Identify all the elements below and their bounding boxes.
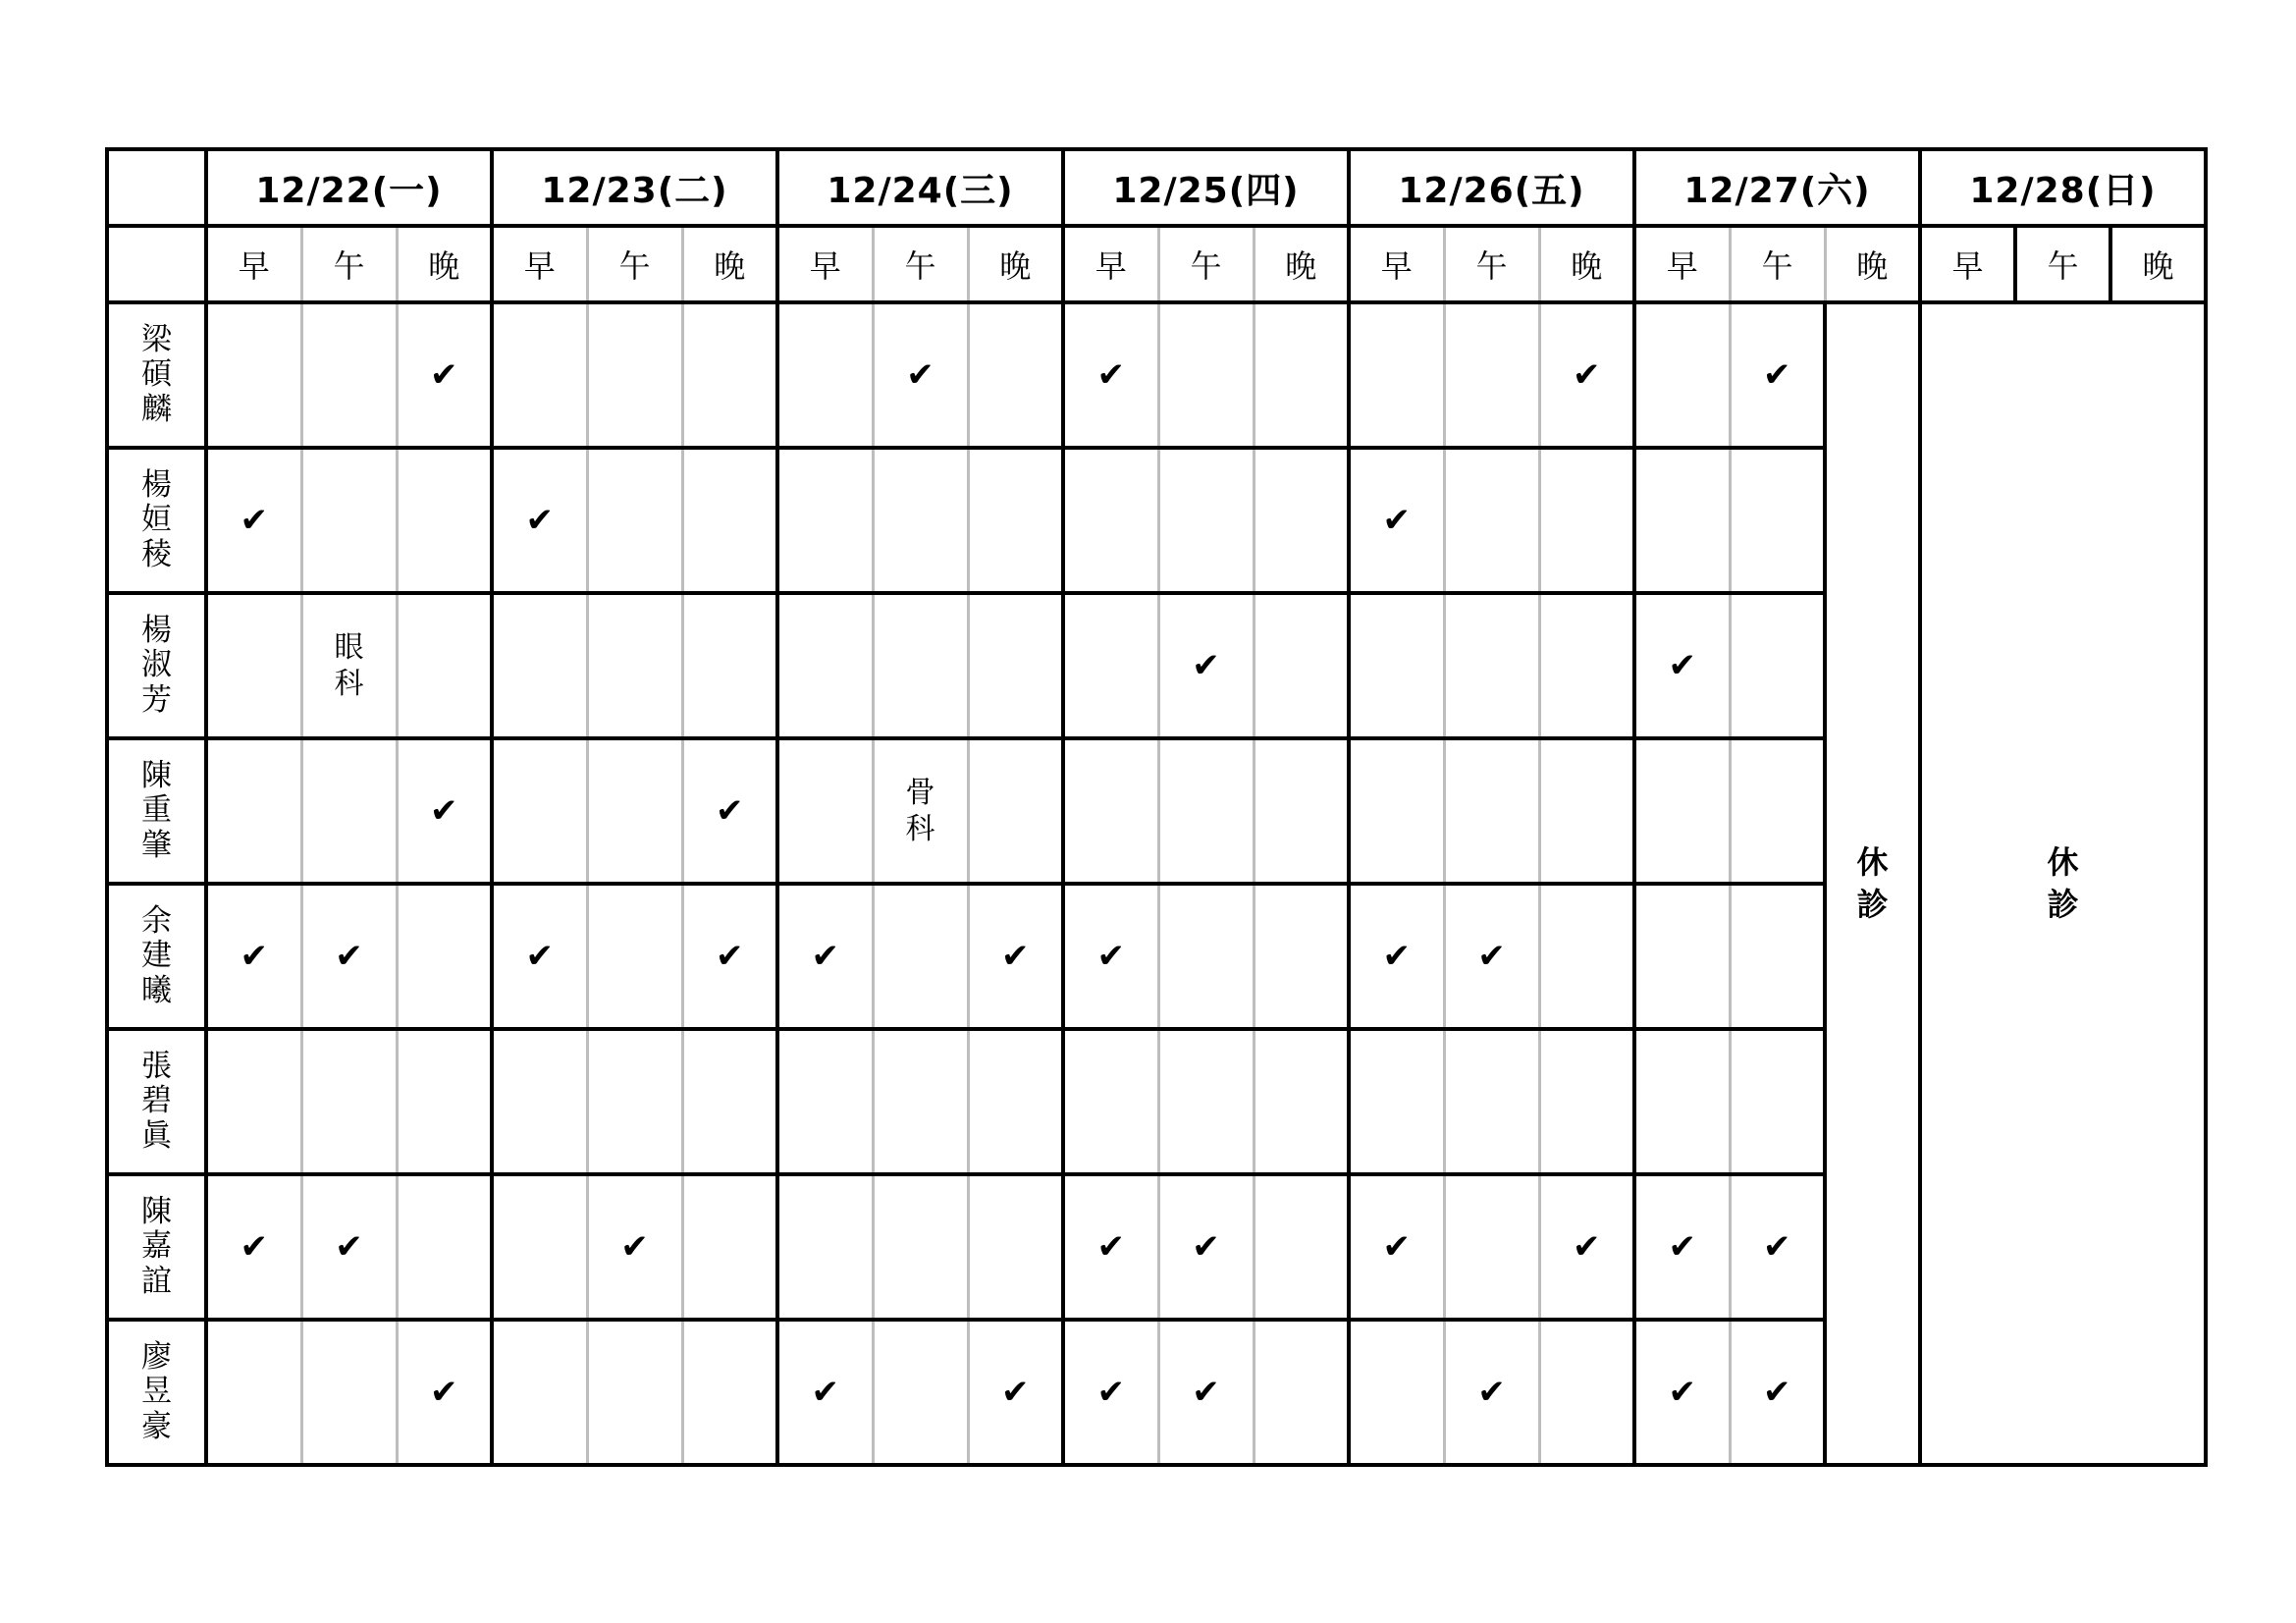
check-mark-icon: ✔ [1096,937,1125,976]
schedule-cell [397,448,492,593]
schedule-cell [968,1320,1063,1465]
doctor-name-cell [107,738,206,884]
schedule-cell [1444,448,1539,593]
schedule-cell [1539,448,1634,593]
schedule-cell [492,1174,587,1320]
schedule-cell [1063,884,1158,1029]
doctor-name-cell [107,1320,206,1465]
schedule-cell [397,1320,492,1465]
schedule-cell [682,302,777,448]
check-mark-icon: ✔ [811,1373,839,1412]
slot-header-cell: 晚 [397,226,492,302]
schedule-cell [1158,1029,1254,1174]
doctor-name: 余建曦 [141,902,172,1008]
schedule-cell [1634,884,1730,1029]
doctor-name-cell [107,448,206,593]
schedule-cell [777,448,873,593]
slot-corner-cell [107,226,206,302]
schedule-cell [1158,593,1254,738]
schedule-cell [301,593,397,738]
check-mark-icon: ✔ [1096,1373,1125,1412]
schedule-cell [1349,738,1444,884]
schedule-cell [873,738,968,884]
schedule-cell [1158,302,1254,448]
doctor-name-cell [107,1029,206,1174]
slot-header-cell: 午 [1158,226,1254,302]
slot-header-cell: 早 [492,226,587,302]
check-mark-icon: ✔ [1096,1227,1125,1267]
schedule-cell [1634,448,1730,593]
schedule-cell [873,448,968,593]
slot-header-cell: 午 [1444,226,1539,302]
schedule-cell [206,593,301,738]
check-mark-icon: ✔ [1192,1373,1220,1412]
check-mark-icon: ✔ [716,791,744,831]
date-header-cell: 12/23(二) [492,149,777,226]
schedule-cell [968,593,1063,738]
schedule-cell [682,448,777,593]
check-mark-icon: ✔ [1668,1227,1696,1267]
schedule-cell [397,1174,492,1320]
schedule-cell [1730,1174,1825,1320]
schedule-cell [1539,884,1634,1029]
schedule-cell [1349,884,1444,1029]
doctor-name-cell [107,1174,206,1320]
schedule-cell [206,302,301,448]
slot-header-cell: 早 [1349,226,1444,302]
schedule-cell [1158,448,1254,593]
schedule-cell [397,302,492,448]
schedule-cell [206,738,301,884]
date-header-cell: 12/26(五) [1349,149,1634,226]
date-header-cell: 12/24(三) [777,149,1063,226]
schedule-cell [301,448,397,593]
schedule-cell [492,302,587,448]
schedule-cell [301,738,397,884]
schedule-cell [1444,593,1539,738]
slot-header-cell: 午 [873,226,968,302]
schedule-cell [1730,1320,1825,1465]
slot-header-cell: 早 [777,226,873,302]
schedule-cell [1444,1029,1539,1174]
check-mark-icon: ✔ [240,501,268,540]
schedule-cell [777,884,873,1029]
slot-header-cell: 早 [1063,226,1158,302]
schedule-cell [682,884,777,1029]
schedule-cell [587,1029,682,1174]
schedule-cell [301,302,397,448]
schedule-cell [206,1320,301,1465]
schedule-cell [777,1029,873,1174]
check-mark-icon: ✔ [335,937,363,976]
schedule-cell [1063,448,1158,593]
check-mark-icon: ✔ [1192,646,1220,685]
schedule-cell [1634,738,1730,884]
slot-header-cell: 午 [301,226,397,302]
check-mark-icon: ✔ [430,791,458,831]
schedule-cell [492,1029,587,1174]
schedule-cell [1539,593,1634,738]
doctor-name: 楊姮稜 [141,466,172,572]
schedule-cell [1254,593,1349,738]
schedule-cell [1730,1029,1825,1174]
schedule-cell [1730,302,1825,448]
check-mark-icon: ✔ [1096,355,1125,395]
schedule-cell [777,302,873,448]
doctor-name: 楊淑芳 [141,612,172,718]
check-mark-icon: ✔ [430,1373,458,1412]
schedule-cell [1730,738,1825,884]
schedule-cell [1634,302,1730,448]
schedule-cell [1349,1174,1444,1320]
schedule-cell [1444,302,1539,448]
schedule-cell [1063,302,1158,448]
schedule-cell [968,884,1063,1029]
date-header-cell: 12/27(六) [1634,149,1920,226]
doctor-name: 廖昱豪 [141,1338,172,1444]
slot-header-cell: 午 [587,226,682,302]
department-note: 眼科 [334,629,364,701]
check-mark-icon: ✔ [525,937,554,976]
schedule-cell [1254,884,1349,1029]
slot-header-cell: 晚 [1254,226,1349,302]
doctor-name: 梁碩麟 [141,321,172,427]
schedule-cell [682,1174,777,1320]
schedule-cell [1349,1029,1444,1174]
schedule-cell [777,738,873,884]
check-mark-icon: ✔ [1001,1373,1030,1412]
schedule-cell [968,448,1063,593]
slot-header-cell: 早 [1920,226,2015,302]
schedule-cell [1063,593,1158,738]
schedule-cell [1063,1029,1158,1174]
clinic-schedule-table [105,147,2208,1467]
slot-header-cell: 晚 [682,226,777,302]
schedule-cell [1730,884,1825,1029]
check-mark-icon: ✔ [1382,501,1411,540]
schedule-cell [1349,593,1444,738]
schedule-cell [1349,448,1444,593]
schedule-cell [1254,1029,1349,1174]
schedule-cell [1158,884,1254,1029]
schedule-cell [1158,1174,1254,1320]
slot-header-cell: 午 [1730,226,1825,302]
schedule-cell [1158,738,1254,884]
schedule-cell [682,1029,777,1174]
doctor-name-cell [107,593,206,738]
check-mark-icon: ✔ [1382,1227,1411,1267]
check-mark-icon: ✔ [1763,355,1791,395]
schedule-cell [1063,1320,1158,1465]
schedule-cell [1254,1320,1349,1465]
doctor-name: 陳嘉誼 [141,1193,172,1299]
schedule-cell [397,593,492,738]
check-mark-icon: ✔ [1763,1227,1791,1267]
schedule-cell [968,1029,1063,1174]
schedule-cell [873,1320,968,1465]
schedule-cell [397,1029,492,1174]
check-mark-icon: ✔ [1573,1227,1601,1267]
schedule-cell [1254,302,1349,448]
schedule-cell [492,738,587,884]
date-header-cell: 12/22(一) [206,149,492,226]
schedule-cell [1634,1174,1730,1320]
header-corner-cell [107,149,206,226]
schedule-cell [1254,738,1349,884]
check-mark-icon: ✔ [1668,1373,1696,1412]
schedule-cell [587,884,682,1029]
schedule-cell [873,1174,968,1320]
date-header-row [107,149,2206,226]
slot-header-cell: 早 [1634,226,1730,302]
schedule-cell [682,593,777,738]
schedule-cell [873,1029,968,1174]
slot-header-row [107,226,2206,302]
schedule-cell [587,302,682,448]
schedule-cell [492,1320,587,1465]
schedule-cell [206,1029,301,1174]
schedule-cell [587,1320,682,1465]
schedule-cell [301,1174,397,1320]
schedule-cell [1539,1029,1634,1174]
schedule-cell [1634,1320,1730,1465]
closed-label: 休診 [1856,842,1889,923]
schedule-cell [587,1174,682,1320]
schedule-cell [301,884,397,1029]
schedule-cell [1254,1174,1349,1320]
schedule-cell [1539,1320,1634,1465]
schedule-cell [1634,1029,1730,1174]
schedule-cell [1730,448,1825,593]
slot-header-cell: 晚 [2110,226,2206,302]
check-mark-icon: ✔ [1573,355,1601,395]
check-mark-icon: ✔ [335,1227,363,1267]
check-mark-icon: ✔ [620,1227,649,1267]
schedule-cell [873,884,968,1029]
schedule-cell [968,302,1063,448]
slot-header-cell: 早 [206,226,301,302]
schedule-cell [682,1320,777,1465]
doctor-row [107,302,2206,448]
schedule-cell [587,448,682,593]
schedule-cell [1444,1174,1539,1320]
schedule-cell [1063,1174,1158,1320]
schedule-cell [1444,1320,1539,1465]
schedule-cell [968,1174,1063,1320]
doctor-name: 陳重肇 [141,757,172,863]
saturday-evening-closed-cell [1825,302,1920,1465]
schedule-cell [492,448,587,593]
schedule-cell [587,738,682,884]
schedule-cell [777,593,873,738]
schedule-cell [301,1029,397,1174]
check-mark-icon: ✔ [906,355,934,395]
schedule-cell [397,884,492,1029]
schedule-cell [682,738,777,884]
doctor-name-cell [107,302,206,448]
check-mark-icon: ✔ [1763,1373,1791,1412]
schedule-cell [1444,884,1539,1029]
closed-label: 休診 [2047,842,2079,923]
schedule-cell [1444,738,1539,884]
schedule-cell [1539,302,1634,448]
sunday-closed-cell [1920,302,2206,1465]
date-header-cell: 12/28(日) [1920,149,2206,226]
check-mark-icon: ✔ [1001,937,1030,976]
schedule-cell [1158,1320,1254,1465]
schedule-cell [1634,593,1730,738]
schedule-cell [492,884,587,1029]
check-mark-icon: ✔ [811,937,839,976]
check-mark-icon: ✔ [1477,937,1506,976]
slot-header-cell: 晚 [1539,226,1634,302]
schedule-cell [1063,738,1158,884]
date-header-cell: 12/25(四) [1063,149,1349,226]
schedule-cell [1349,302,1444,448]
schedule-cell [1349,1320,1444,1465]
check-mark-icon: ✔ [240,1227,268,1267]
schedule-cell [492,593,587,738]
schedule-cell [873,302,968,448]
check-mark-icon: ✔ [525,501,554,540]
check-mark-icon: ✔ [1477,1373,1506,1412]
schedule-cell [206,448,301,593]
schedule-cell [1254,448,1349,593]
schedule-cell [968,738,1063,884]
schedule-cell [1730,593,1825,738]
schedule-cell [1539,1174,1634,1320]
schedule-cell [587,593,682,738]
doctor-name: 張碧眞 [141,1048,172,1154]
check-mark-icon: ✔ [1382,937,1411,976]
schedule-cell [206,884,301,1029]
slot-header-cell: 午 [2015,226,2110,302]
slot-header-cell: 晚 [1825,226,1920,302]
check-mark-icon: ✔ [1668,646,1696,685]
schedule-body [107,149,2206,1465]
schedule-cell [777,1320,873,1465]
schedule-cell [397,738,492,884]
schedule-cell [777,1174,873,1320]
schedule-cell [206,1174,301,1320]
check-mark-icon: ✔ [430,355,458,395]
check-mark-icon: ✔ [1192,1227,1220,1267]
schedule-cell [873,593,968,738]
slot-header-cell: 晚 [968,226,1063,302]
check-mark-icon: ✔ [716,937,744,976]
schedule-cell [1539,738,1634,884]
department-note: 骨科 [905,775,935,846]
doctor-name-cell [107,884,206,1029]
schedule-cell [301,1320,397,1465]
check-mark-icon: ✔ [240,937,268,976]
